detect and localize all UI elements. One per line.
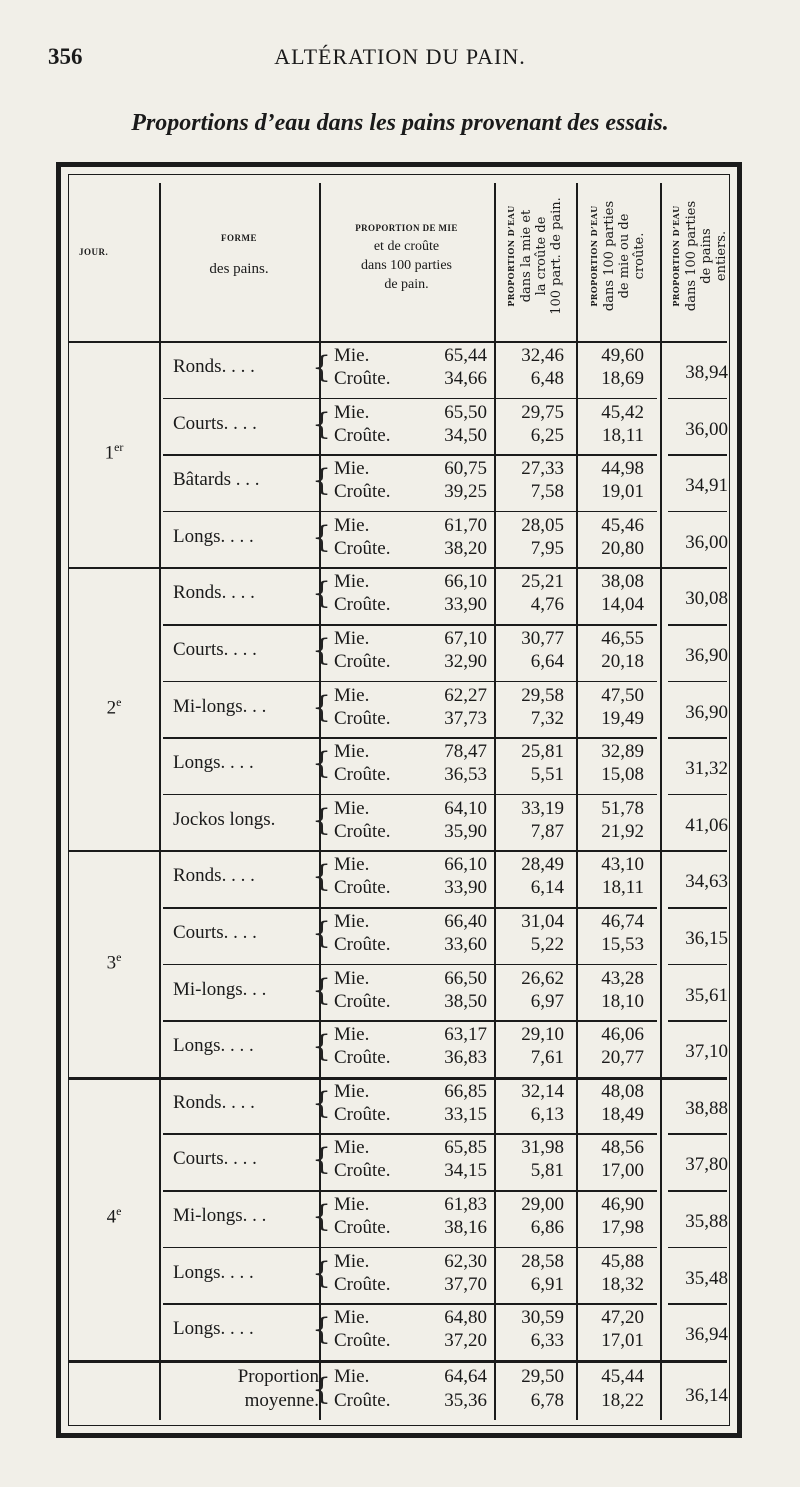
water-per-100-whole-bread: 38,88 [685, 1097, 728, 1119]
row-rule [69, 1360, 727, 1363]
mie-label: Mie. [334, 628, 370, 649]
water-per-100-mie: 32,89 [601, 741, 644, 763]
water-mie-per-100-pain: 25,81 [521, 741, 564, 763]
bread-shape: Ronds. . . . [173, 1091, 255, 1113]
mie-proportion: 66,10 [444, 854, 487, 876]
mie-proportion: 65,85 [444, 1137, 487, 1159]
mie-proportion: 60,75 [444, 458, 487, 480]
water-per-100-croute: 14,04 [601, 594, 644, 616]
water-mie-per-100-pain: 31,98 [521, 1137, 564, 1159]
water-croute-per-100-pain: 5,22 [530, 934, 564, 955]
croute-label: Croûte. [334, 368, 391, 389]
mie-label: Mie. [334, 967, 370, 989]
row-rule [69, 567, 727, 569]
mie-proportion: 62,27 [444, 684, 487, 706]
running-title: ALTÉRATION DU PAIN. [274, 44, 526, 69]
mie-label: Mie. [334, 401, 370, 423]
croute-proportion: 34,15 [444, 1160, 487, 1182]
bread-shape: Mi-longs. . . [173, 978, 267, 1000]
mie-proportion: 66,50 [444, 967, 487, 989]
row-rule [163, 1020, 657, 1022]
row-rule [163, 454, 657, 456]
mie-label: Mie. [334, 1250, 370, 1272]
water-mie-per-100-pain: 31,04 [521, 911, 564, 932]
row-rule [69, 1077, 727, 1080]
mie-label: Mie. [334, 741, 370, 763]
croute-label: Croûte. [334, 877, 391, 899]
mie-label: Mie. [334, 1080, 370, 1102]
bread-shape: Jockos longs. [173, 808, 276, 830]
bread-shape: Ronds. . . . [173, 356, 255, 377]
mie-proportion: 66,10 [444, 571, 487, 593]
water-croute-per-100-pain: 6,25 [530, 424, 564, 446]
mie-proportion: 63,17 [444, 1024, 487, 1046]
brace-glyph: { [312, 406, 332, 442]
bread-shape: Longs. . . . [173, 1318, 254, 1340]
water-per-100-croute: 18,10 [601, 990, 644, 1012]
row-rule [163, 511, 657, 513]
water-per-100-whole-bread: 30,08 [685, 588, 728, 610]
water-per-100-croute: 18,32 [601, 1273, 644, 1295]
row-rule [668, 398, 727, 400]
water-per-100-mie: 43,10 [601, 854, 644, 876]
croute-proportion: 35,36 [444, 1389, 487, 1411]
mie-label: Mie. [334, 458, 370, 480]
water-per-100-mie: 46,74 [601, 911, 644, 932]
water-mie-per-100-pain: 32,46 [521, 345, 564, 366]
croute-proportion: 38,16 [444, 1217, 487, 1238]
water-per-100-mie: 49,60 [601, 345, 644, 366]
water-per-100-croute: 20,18 [601, 651, 644, 672]
header-forme: FORME des pains. [209, 233, 269, 277]
mie-label: Mie. [334, 797, 370, 819]
mie-label: Mie. [334, 1194, 370, 1215]
mie-proportion: 65,44 [444, 345, 487, 366]
row-rule [668, 1020, 727, 1022]
day-label: 2e [106, 694, 122, 719]
water-per-100-mie: 44,98 [601, 458, 644, 480]
bread-shape: Ronds. . . . [173, 582, 255, 604]
croute-proportion: 38,50 [444, 990, 487, 1012]
brace-glyph: { [312, 972, 332, 1008]
header-eau-mie-croute: PROPORTION D’EAU dans la mie et la croûte de 100 part. de pain. [506, 197, 565, 315]
day-label: 4e [106, 1204, 122, 1228]
croute-proportion: 33,90 [444, 594, 487, 616]
brace-glyph: { [312, 1371, 332, 1407]
water-per-100-croute: 20,77 [601, 1047, 644, 1069]
bread-shape: Courts. . . . [173, 412, 257, 434]
water-per-100-croute: 15,53 [601, 934, 644, 955]
water-per-100-croute: 21,92 [601, 820, 644, 842]
water-croute-per-100-pain: 5,81 [530, 1160, 564, 1182]
water-mie-per-100-pain: 30,59 [521, 1307, 564, 1329]
water-mie-per-100-pain: 28,58 [521, 1250, 564, 1272]
croute-label: Croûte. [334, 537, 391, 559]
brace-glyph: { [312, 576, 332, 612]
header-eau-100-parties: PROPORTION D’EAU dans 100 parties de mie ou de croûte. [589, 200, 648, 312]
water-per-100-croute: 18,22 [601, 1389, 644, 1411]
croute-proportion: 38,20 [444, 537, 487, 559]
mie-proportion: 65,50 [444, 401, 487, 423]
water-mie-per-100-pain: 25,21 [521, 571, 564, 593]
bread-shape: Mi-longs. . . [173, 695, 267, 717]
water-mie-per-100-pain: 30,77 [521, 628, 564, 649]
water-per-100-mie: 47,50 [601, 684, 644, 706]
brace-glyph: { [312, 859, 332, 895]
brace-glyph: { [312, 1142, 332, 1178]
row-rule [69, 850, 727, 852]
mie-label: Mie. [334, 571, 370, 593]
croute-proportion: 37,70 [444, 1273, 487, 1295]
mie-proportion: 61,83 [444, 1194, 487, 1215]
croute-label: Croûte. [334, 934, 391, 955]
water-per-100-croute: 19,49 [601, 707, 644, 729]
row-rule [163, 398, 657, 400]
water-per-100-mie: 45,46 [601, 514, 644, 536]
row-rule [668, 511, 727, 513]
water-croute-per-100-pain: 6,14 [530, 877, 564, 899]
row-rule [668, 1133, 727, 1135]
croute-label: Croûte. [334, 594, 391, 616]
croute-proportion: 33,90 [444, 877, 487, 899]
brace-glyph: { [312, 1085, 332, 1121]
brace-glyph: { [312, 689, 332, 725]
average-label: Proportion [237, 1365, 319, 1387]
water-mie-per-100-pain: 29,00 [521, 1194, 564, 1215]
water-per-100-mie: 48,08 [601, 1080, 644, 1102]
water-mie-per-100-pain: 27,33 [521, 458, 564, 480]
croute-label: Croûte. [334, 764, 391, 786]
water-per-100-mie: 48,56 [601, 1137, 644, 1159]
row-rule [668, 794, 727, 796]
row-rule [163, 1247, 657, 1249]
mie-proportion: 66,85 [444, 1080, 487, 1102]
row-rule [163, 907, 657, 909]
water-per-100-croute: 17,98 [601, 1217, 644, 1238]
water-croute-per-100-pain: 6,78 [530, 1389, 564, 1411]
water-per-100-whole-bread: 36,15 [685, 928, 728, 949]
brace-glyph: { [312, 463, 332, 499]
water-mie-per-100-pain: 28,05 [521, 514, 564, 536]
water-per-100-whole-bread: 36,14 [685, 1384, 728, 1406]
bread-shape: Mi-longs. . . [173, 1205, 267, 1226]
croute-proportion: 37,73 [444, 707, 487, 729]
water-croute-per-100-pain: 5,51 [530, 764, 564, 786]
water-mie-per-100-pain: 32,14 [521, 1080, 564, 1102]
mie-proportion: 64,10 [444, 797, 487, 819]
water-per-100-mie: 45,88 [601, 1250, 644, 1272]
water-per-100-croute: 18,11 [601, 424, 644, 446]
row-rule [163, 1133, 657, 1135]
header-jour: JOUR. [79, 247, 109, 257]
croute-proportion: 34,66 [444, 368, 487, 389]
water-mie-per-100-pain: 26,62 [521, 967, 564, 989]
mie-label: Mie. [334, 684, 370, 706]
table-body [68, 174, 730, 1426]
mie-label: Mie. [334, 911, 370, 932]
bread-shape: Longs. . . . [173, 1035, 254, 1057]
mie-label: Mie. [334, 1307, 370, 1329]
croute-proportion: 37,20 [444, 1330, 487, 1352]
water-per-100-whole-bread: 34,63 [685, 871, 728, 893]
water-per-100-whole-bread: 36,90 [685, 701, 728, 723]
water-croute-per-100-pain: 6,48 [530, 368, 564, 389]
water-per-100-whole-bread: 35,48 [685, 1267, 728, 1289]
mie-label: Mie. [334, 1024, 370, 1046]
day-label-suffix: e [116, 1204, 122, 1219]
croute-label: Croûte. [334, 820, 391, 842]
row-rule [668, 1190, 727, 1192]
water-per-100-whole-bread: 34,91 [685, 475, 728, 497]
brace-glyph: { [312, 1029, 332, 1065]
water-per-100-whole-bread: 38,94 [685, 362, 728, 383]
row-rule [163, 1190, 657, 1192]
row-rule [668, 341, 727, 343]
bread-shape: Bâtards . . . [173, 469, 260, 491]
bread-shape: Ronds. . . . [173, 865, 255, 887]
water-croute-per-100-pain: 7,58 [530, 481, 564, 503]
water-per-100-mie: 46,06 [601, 1024, 644, 1046]
mie-label: Mie. [334, 345, 370, 366]
mie-proportion: 62,30 [444, 1250, 487, 1272]
water-per-100-whole-bread: 31,32 [685, 758, 728, 780]
row-rule [163, 624, 657, 626]
water-per-100-whole-bread: 35,61 [685, 984, 728, 1006]
page-number: 356 [48, 44, 83, 69]
water-per-100-whole-bread: 36,90 [685, 645, 728, 666]
row-rule [163, 1303, 657, 1305]
water-per-100-croute: 19,01 [601, 481, 644, 503]
header-proportion-mie-croute: PROPORTION DE MIE et de croûte dans 100 parties de pain. [355, 223, 458, 292]
column-rule [159, 183, 161, 1420]
croute-proportion: 32,90 [444, 651, 487, 672]
water-mie-per-100-pain: 29,50 [521, 1365, 564, 1387]
water-per-100-mie: 46,90 [601, 1194, 644, 1215]
mie-proportion: 78,47 [444, 741, 487, 763]
bread-shape: Longs. . . . [173, 752, 254, 774]
bread-shape: Longs. . . . [173, 525, 254, 547]
water-proportion-table [56, 162, 742, 1438]
row-rule [668, 681, 727, 683]
water-croute-per-100-pain: 4,76 [530, 594, 564, 616]
brace-glyph: { [312, 350, 332, 385]
water-per-100-mie: 45,42 [601, 401, 644, 423]
water-croute-per-100-pain: 7,61 [530, 1047, 564, 1069]
croute-label: Croûte. [334, 1047, 391, 1069]
water-per-100-whole-bread: 36,94 [685, 1324, 728, 1346]
mie-label: Mie. [334, 1365, 370, 1387]
water-croute-per-100-pain: 6,33 [530, 1330, 564, 1352]
water-per-100-mie: 43,28 [601, 967, 644, 989]
water-per-100-mie: 45,44 [601, 1365, 644, 1387]
day-label: 3e [106, 949, 122, 973]
water-croute-per-100-pain: 7,32 [530, 707, 564, 729]
row-rule [163, 964, 657, 966]
croute-label: Croûte. [334, 481, 391, 503]
water-per-100-croute: 20,80 [601, 537, 644, 559]
row-rule [668, 454, 727, 456]
water-per-100-croute: 15,08 [601, 764, 644, 786]
water-per-100-mie: 46,55 [601, 628, 644, 649]
croute-label: Croûte. [334, 1103, 391, 1125]
row-rule [163, 681, 657, 683]
page-header [40, 44, 760, 74]
row-rule [668, 964, 727, 966]
croute-label: Croûte. [334, 1330, 391, 1352]
brace-glyph: { [312, 916, 332, 951]
brace-glyph: { [312, 1312, 332, 1348]
water-croute-per-100-pain: 6,13 [530, 1103, 564, 1125]
water-per-100-croute: 18,69 [601, 368, 644, 389]
croute-label: Croûte. [334, 1273, 391, 1295]
water-per-100-croute: 18,49 [601, 1103, 644, 1125]
water-per-100-mie: 38,08 [601, 571, 644, 593]
water-per-100-whole-bread: 35,88 [685, 1211, 728, 1232]
croute-proportion: 39,25 [444, 481, 487, 503]
croute-label: Croûte. [334, 707, 391, 729]
water-mie-per-100-pain: 29,58 [521, 684, 564, 706]
water-per-100-whole-bread: 37,10 [685, 1041, 728, 1063]
water-per-100-whole-bread: 36,00 [685, 531, 728, 553]
water-mie-per-100-pain: 29,75 [521, 401, 564, 423]
water-croute-per-100-pain: 6,64 [530, 651, 564, 672]
header-eau-pains-entiers: PROPORTION D’EAU dans 100 parties de pains entiers. [671, 200, 730, 312]
croute-label: Croûte. [334, 1160, 391, 1182]
mie-label: Mie. [334, 1137, 370, 1159]
day-label: 1er [104, 440, 124, 464]
mie-proportion: 61,70 [444, 514, 487, 536]
row-rule [668, 907, 727, 909]
water-per-100-whole-bread: 41,06 [685, 814, 728, 836]
brace-glyph: { [312, 519, 332, 555]
mie-proportion: 64,64 [444, 1365, 487, 1387]
croute-proportion: 36,53 [444, 764, 487, 786]
water-croute-per-100-pain: 7,87 [530, 820, 564, 842]
mie-proportion: 66,40 [444, 911, 487, 932]
water-croute-per-100-pain: 7,95 [530, 537, 564, 559]
mie-label: Mie. [334, 854, 370, 876]
day-label-suffix: er [114, 440, 124, 455]
mie-label: Mie. [334, 514, 370, 536]
water-croute-per-100-pain: 6,97 [530, 990, 564, 1012]
water-mie-per-100-pain: 28,49 [521, 854, 564, 876]
water-per-100-croute: 17,01 [601, 1330, 644, 1352]
croute-label: Croûte. [334, 424, 391, 446]
brace-glyph: { [312, 746, 332, 782]
bread-shape: Longs. . . . [173, 1261, 254, 1283]
croute-proportion: 33,60 [444, 934, 487, 955]
croute-label: Croûte. [334, 651, 391, 672]
water-per-100-croute: 18,11 [601, 877, 644, 899]
row-rule [668, 1303, 727, 1305]
water-mie-per-100-pain: 33,19 [521, 797, 564, 819]
day-label-suffix: e [116, 949, 122, 964]
brace-glyph: { [312, 1199, 332, 1234]
row-rule [668, 1247, 727, 1249]
croute-proportion: 33,15 [444, 1103, 487, 1125]
water-mie-per-100-pain: 29,10 [521, 1024, 564, 1046]
water-per-100-whole-bread: 37,80 [685, 1154, 728, 1176]
water-croute-per-100-pain: 6,86 [530, 1217, 564, 1238]
water-per-100-mie: 47,20 [601, 1307, 644, 1329]
bread-shape: Courts. . . . [173, 1148, 257, 1170]
table-caption: Proportions d’eau dans les pains provenant des essais. [131, 110, 669, 136]
bread-shape: Courts. . . . [173, 922, 257, 943]
day-label-suffix: e [116, 694, 122, 709]
bread-shape: Courts. . . . [173, 639, 257, 660]
row-rule [163, 794, 657, 796]
mie-proportion: 64,80 [444, 1307, 487, 1329]
row-rule [668, 737, 727, 739]
croute-proportion: 34,50 [444, 424, 487, 446]
mie-proportion: 67,10 [444, 628, 487, 649]
row-rule [163, 737, 657, 739]
row-rule [668, 624, 727, 626]
water-per-100-whole-bread: 36,00 [685, 418, 728, 440]
croute-proportion: 35,90 [444, 820, 487, 842]
water-croute-per-100-pain: 6,91 [530, 1273, 564, 1295]
croute-label: Croûte. [334, 1217, 391, 1238]
average-label: moyenne. [244, 1389, 319, 1411]
brace-glyph: { [312, 633, 332, 668]
brace-glyph: { [312, 1255, 332, 1291]
brace-glyph: { [312, 802, 332, 838]
croute-label: Croûte. [334, 1389, 391, 1411]
water-per-100-croute: 17,00 [601, 1160, 644, 1182]
croute-label: Croûte. [334, 990, 391, 1012]
croute-proportion: 36,83 [444, 1047, 487, 1069]
water-per-100-mie: 51,78 [601, 797, 644, 819]
